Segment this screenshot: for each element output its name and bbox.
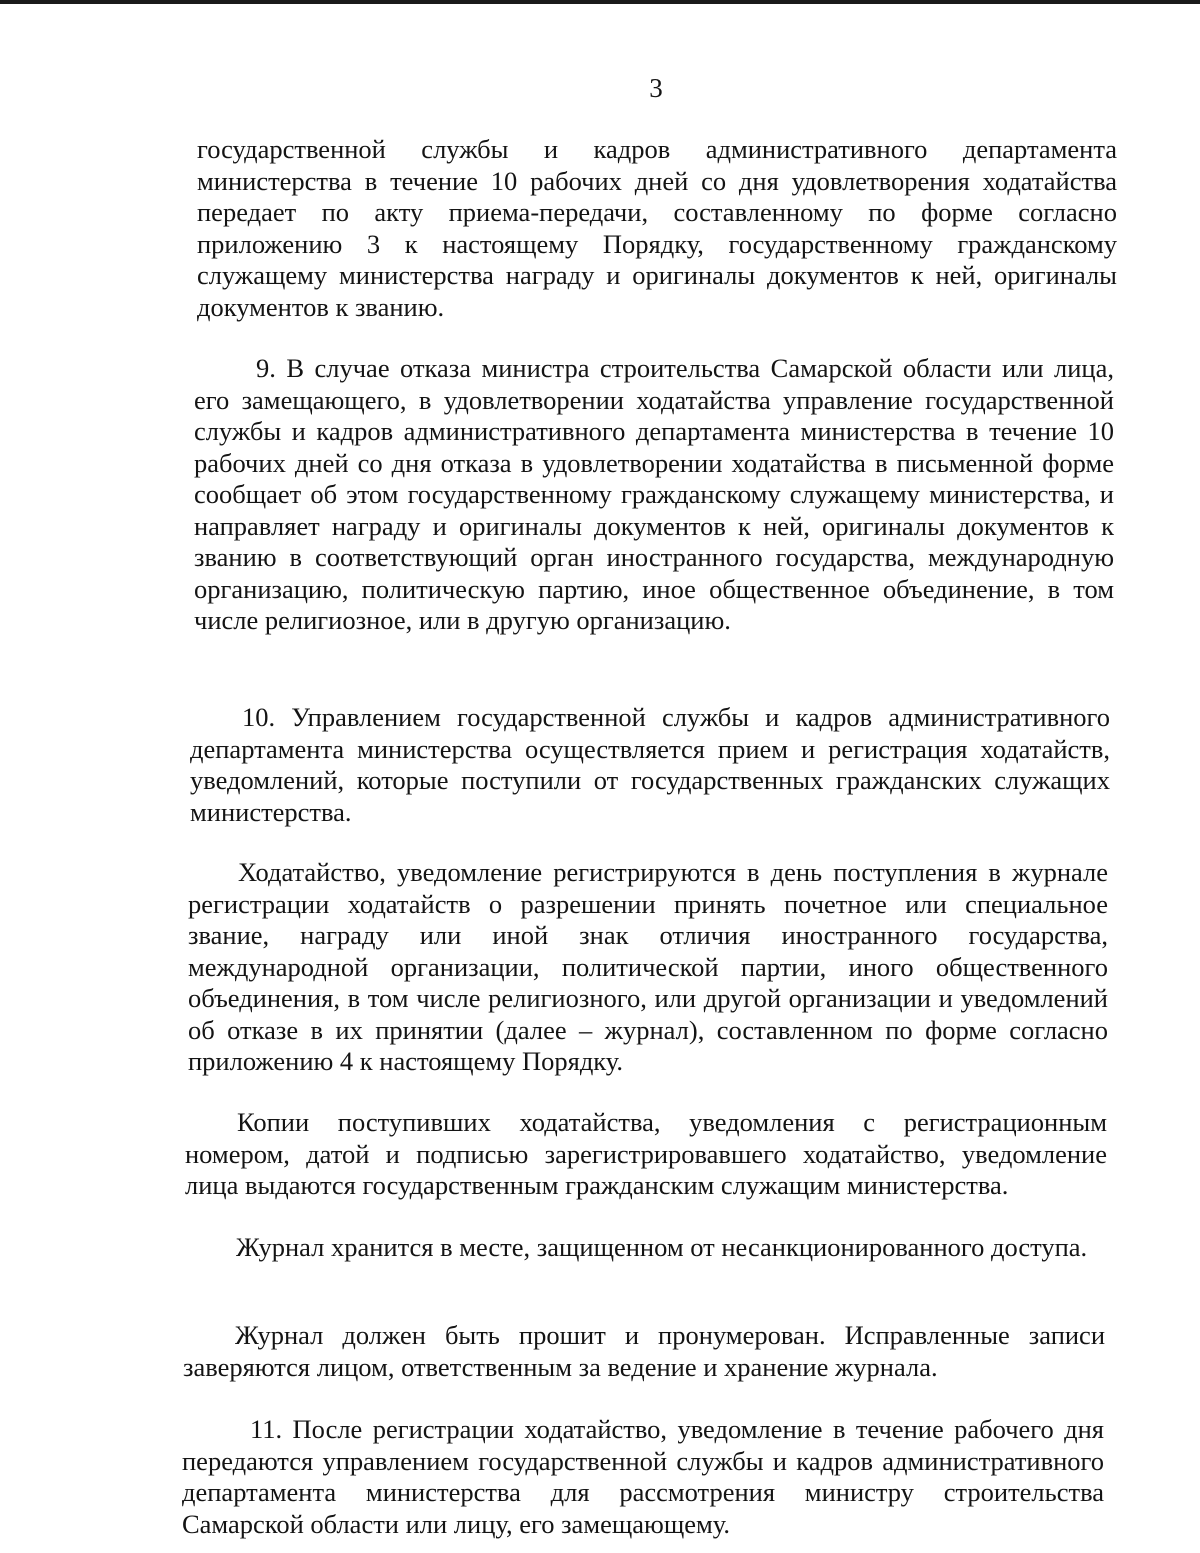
page-number: 3: [649, 73, 663, 103]
paragraph-item-10: 10. Управлением государственной службы и кадров административного департамента министерства осуществляется прием и регистрация ходатайств, уведомлений, которые поступили от государственных гражданских служащих министерства.: [190, 702, 1110, 827]
paragraph-registration-journal: Ходатайство, уведомление регистрируются в день поступления в журнале регистрации ходатайств о разрешении принять почетное или специальное звание, награду или иной знак отличия иностранного государства, международной организации, политической партии, иного общественного объединения, в том числе религиозного, или другой организации и уведомлений об отказе в их принятии (далее – журнал), составленном по форме согласно приложению 4 к настоящему Порядку.: [188, 857, 1108, 1076]
paragraph-journal-storage: Журнал хранится в месте, защищенном от несанкционированного доступа.: [236, 1232, 1088, 1262]
paragraph-journal-binding: Журнал должен быть прошит и пронумерован. Исправленные записи заверяются лицом, ответственным за ведение и хранение журнала.: [183, 1320, 1105, 1382]
paragraph-copies-issued: Копии поступивших ходатайства, уведомления с регистрационным номером, датой и подписью зарегистрировавшего ходатайство, уведомление лица выдаются государственным гражданским служащим министерства.: [185, 1107, 1107, 1200]
paragraph-item-9: 9. В случае отказа министра строительства Самарской области или лица, его замещающего, в удовлетворении ходатайства управление государственной службы и кадров административного департамента министерства в течение 10 рабочих дней со дня отказа в удовлетворении ходатайства в письменной форме сообщает об этом государственному гражданскому служащему министерства, и направляет награду и оригиналы документов к ней, оригиналы документов к званию в соответствующий орган иностранного государства, международную организацию, политическую партию, иное общественное объединение, в том числе религиозное, или в другую организацию.: [194, 353, 1114, 635]
paragraph-item-11: 11. После регистрации ходатайство, уведомление в течение рабочего дня передаются управлением государственной службы и кадров административного департамента министерства для рассмотрения министру строительства Самарской области или лицу, его замещающему.: [182, 1414, 1104, 1539]
top-border-line: [0, 0, 1200, 4]
paragraph-continuation: государственной службы и кадров административного департамента министерства в течение 10 рабочих дней со дня удовлетворения ходатайства передает по акту приема-передачи, составленному по форме согласно приложению 3 к настоящему Порядку, государственному гражданскому служащему министерства награду и оригиналы документов к ней, оригиналы документов к званию.: [197, 134, 1117, 322]
